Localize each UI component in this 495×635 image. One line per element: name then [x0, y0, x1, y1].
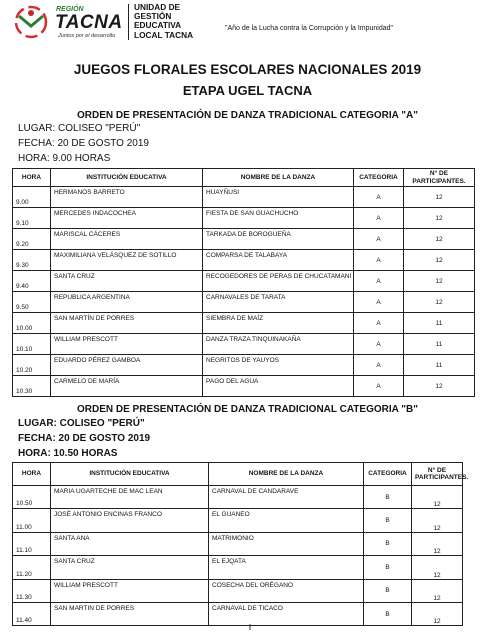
danza-cell: DANZA TRAZA TINQUINAKAÑA — [203, 334, 354, 355]
schedule-table-a — [12, 168, 475, 397]
danza-cell: HUAYÑUSI — [203, 187, 354, 208]
table-row — [13, 486, 463, 509]
table-row — [13, 376, 475, 397]
categoria-cell: A — [354, 376, 404, 397]
section-b-fecha: FECHA: 20 DE GOSTO 2019 — [18, 433, 151, 444]
categoria-cell: B — [364, 602, 412, 625]
section-b-hora: HORA: 10.50 HORAS — [18, 448, 118, 459]
table-row — [13, 187, 475, 208]
hora-cell: 9.50 — [13, 292, 51, 313]
participantes-cell: 12 — [404, 376, 475, 397]
categoria-cell: A — [354, 271, 404, 292]
col-categoria: CATEGORIA — [354, 169, 404, 187]
section-a-heading: ORDEN DE PRESENTACIÓN DE DANZA TRADICIONAL CATEGORIA "A" — [77, 110, 418, 121]
institucion-cell: SANTA CRUZ — [51, 556, 209, 579]
institucion-cell: MERCEDES INDACOCHEA — [51, 208, 203, 229]
col-participantes: N° DE PARTICIPANTES. — [404, 169, 475, 187]
participantes-cell: 12 — [404, 271, 475, 292]
categoria-cell: A — [354, 208, 404, 229]
region-name: TACNA — [55, 12, 123, 33]
institucion-cell: MARISCAL CÁCERES — [51, 229, 203, 250]
hora-cell: 11.20 — [13, 556, 51, 579]
hora-cell: 10.00 — [13, 313, 51, 334]
schedule-table-b — [12, 462, 469, 626]
table-header-row — [13, 463, 463, 486]
danza-cell: NEGRITOS DE YAUYOS — [203, 355, 354, 376]
institucion-cell: CARMELO DE MARÍA — [51, 376, 203, 397]
col-hora: HORA — [13, 463, 51, 486]
section-a-hora: HORA: 9.00 HORAS — [18, 153, 111, 164]
participantes-cell: 12 — [404, 250, 475, 271]
participantes-cell: 12 — [404, 187, 475, 208]
institucion-cell: SAN MARTIN DE PORRES — [51, 602, 209, 625]
hora-cell: 10.30 — [13, 376, 51, 397]
page-mark — [248, 617, 252, 623]
table-row — [13, 509, 463, 532]
hora-cell: 9.10 — [13, 208, 51, 229]
table-row — [13, 208, 475, 229]
table-row — [13, 579, 463, 602]
participantes-cell: 12 — [412, 602, 463, 625]
table-row — [13, 229, 475, 250]
institucion-cell: SANTA CRUZ — [51, 271, 203, 292]
hora-cell: 10.50 — [13, 486, 51, 509]
col-categoria: CATEGORIA — [364, 463, 412, 486]
danza-cell: RECOGEDORES DE PERAS DE CHUCATAMANI — [203, 271, 354, 292]
danza-cell: CARNAVAL DE CANDARAVE — [209, 486, 364, 509]
table-row — [13, 250, 475, 271]
table-row — [13, 334, 475, 355]
danza-cell: COMPARSA DE TALABAYA — [203, 250, 354, 271]
hora-cell: 9.20 — [13, 229, 51, 250]
danza-cell: CARNAVAL DE TICACO — [209, 602, 364, 625]
institucion-cell: MARIA UGARTECHE DE MAC LEAN — [51, 486, 209, 509]
ugel-line: LOCAL TACNA — [134, 29, 194, 40]
participantes-cell: 12 — [412, 556, 463, 579]
col-participantes: N° DE PARTICIPANTES. — [412, 463, 463, 486]
danza-cell: TARKADA DE BOROGUEÑA — [203, 229, 354, 250]
document-subtitle: ETAPA UGEL TACNA — [182, 83, 313, 98]
danza-cell: PAGO DEL AGUA — [203, 376, 354, 397]
hora-cell: 10.10 — [13, 334, 51, 355]
categoria-cell: A — [354, 313, 404, 334]
danza-cell: MATRIMONIO — [209, 532, 364, 555]
categoria-cell: B — [364, 556, 412, 579]
participantes-cell: 12 — [412, 532, 463, 555]
categoria-cell: B — [364, 509, 412, 532]
danza-cell: EL GUANEO — [209, 509, 364, 532]
participantes-cell: 12 — [412, 579, 463, 602]
hora-cell: 11.40 — [13, 602, 51, 625]
participantes-cell: 12 — [412, 486, 463, 509]
categoria-cell: A — [354, 229, 404, 250]
institucion-cell: JOSÉ ANTONIO ENCINAS FRANCO — [51, 509, 209, 532]
participantes-cell: 11 — [404, 313, 475, 334]
col-hora: HORA — [13, 169, 51, 187]
danza-cell: SIEMBRA DE MAÍZ — [203, 313, 354, 334]
section-a-fecha: FECHA: 20 DE GOSTO 2019 — [18, 138, 149, 149]
hora-cell: 9.40 — [13, 271, 51, 292]
region-logo — [10, 4, 52, 40]
ugel-line: UNIDAD DE — [134, 2, 181, 12]
categoria-cell: B — [364, 486, 412, 509]
hora-cell: 11.00 — [13, 509, 51, 532]
categoria-cell: A — [354, 355, 404, 376]
hora-cell: 11.30 — [13, 579, 51, 602]
institucion-cell: WILLIAM PRESCOTT — [51, 579, 209, 602]
institucion-cell: WILLIAM PRESCOTT — [51, 334, 203, 355]
hora-cell: 9.00 — [13, 187, 51, 208]
danza-cell: COSECHA DEL ORÉGANO — [209, 579, 364, 602]
hora-cell: 11.10 — [13, 532, 51, 555]
danza-cell: CARNAVALES DE TARATA — [203, 292, 354, 313]
institucion-cell: SANTA ANA — [51, 532, 209, 555]
participantes-cell: 12 — [404, 229, 475, 250]
categoria-cell: A — [354, 292, 404, 313]
participantes-cell: 12 — [412, 509, 463, 532]
ugel-line: GESTIÓN — [134, 11, 172, 22]
danza-cell: EL EJQATA — [209, 556, 364, 579]
hora-cell: 10.20 — [13, 355, 51, 376]
col-danza: NOMBRE DE LA DANZA — [209, 463, 364, 486]
institucion-cell: SAN MARTÍN DE PORRES — [51, 313, 203, 334]
ugel-name — [134, 3, 193, 40]
institucion-cell: REPUBLICA ARGENTINA — [51, 292, 203, 313]
participantes-cell: 11 — [404, 355, 475, 376]
table-row — [13, 292, 475, 313]
region-tagline: Juntos por el desarrollo — [58, 33, 116, 39]
table-row — [13, 313, 475, 334]
institucion-cell: HERMANOS BARRETO — [51, 187, 203, 208]
region-label: REGIÓN — [56, 6, 84, 13]
institucion-cell: EDUARDO PÉREZ GAMBOA — [51, 355, 203, 376]
categoria-cell: A — [354, 187, 404, 208]
col-institucion: INSTITUCIÓN EDUCATIVA — [51, 463, 209, 486]
participantes-cell: 12 — [404, 208, 475, 229]
categoria-cell: B — [364, 579, 412, 602]
document-title: JUEGOS FLORALES ESCOLARES NACIONALES 2019 — [73, 62, 422, 77]
section-a-lugar: LUGAR: COLISEO "PERÚ" — [18, 123, 141, 134]
table-row — [13, 602, 463, 625]
col-danza: NOMBRE DE LA DANZA — [203, 169, 354, 187]
header-divider — [128, 4, 129, 40]
year-motto: "Año de la Lucha contra la Corrupción y la Impunidad" — [225, 25, 394, 32]
col-institucion: INSTITUCIÓN EDUCATIVA — [51, 169, 203, 187]
danza-cell: FIESTA DE SAN GUACHUCHO — [203, 208, 354, 229]
categoria-cell: B — [364, 532, 412, 555]
section-b-heading: ORDEN DE PRESENTACIÓN DE DANZA TRADICIONAL CATEGORIA "B" — [77, 404, 418, 415]
ugel-line: EDUCATIVA — [134, 20, 182, 31]
table-row — [13, 556, 463, 579]
participantes-cell: 12 — [404, 292, 475, 313]
table-header-row — [13, 169, 475, 187]
table-row — [13, 532, 463, 555]
hora-cell: 9.30 — [13, 250, 51, 271]
table-row — [13, 355, 475, 376]
section-b-lugar: LUGAR: COLISEO "PERÚ" — [18, 418, 145, 429]
participantes-cell: 11 — [404, 334, 475, 355]
categoria-cell: A — [354, 250, 404, 271]
institucion-cell: MAXIMILIANA VELÁSQUEZ DE SOTILLO — [51, 250, 203, 271]
table-row — [13, 271, 475, 292]
categoria-cell: A — [354, 334, 404, 355]
